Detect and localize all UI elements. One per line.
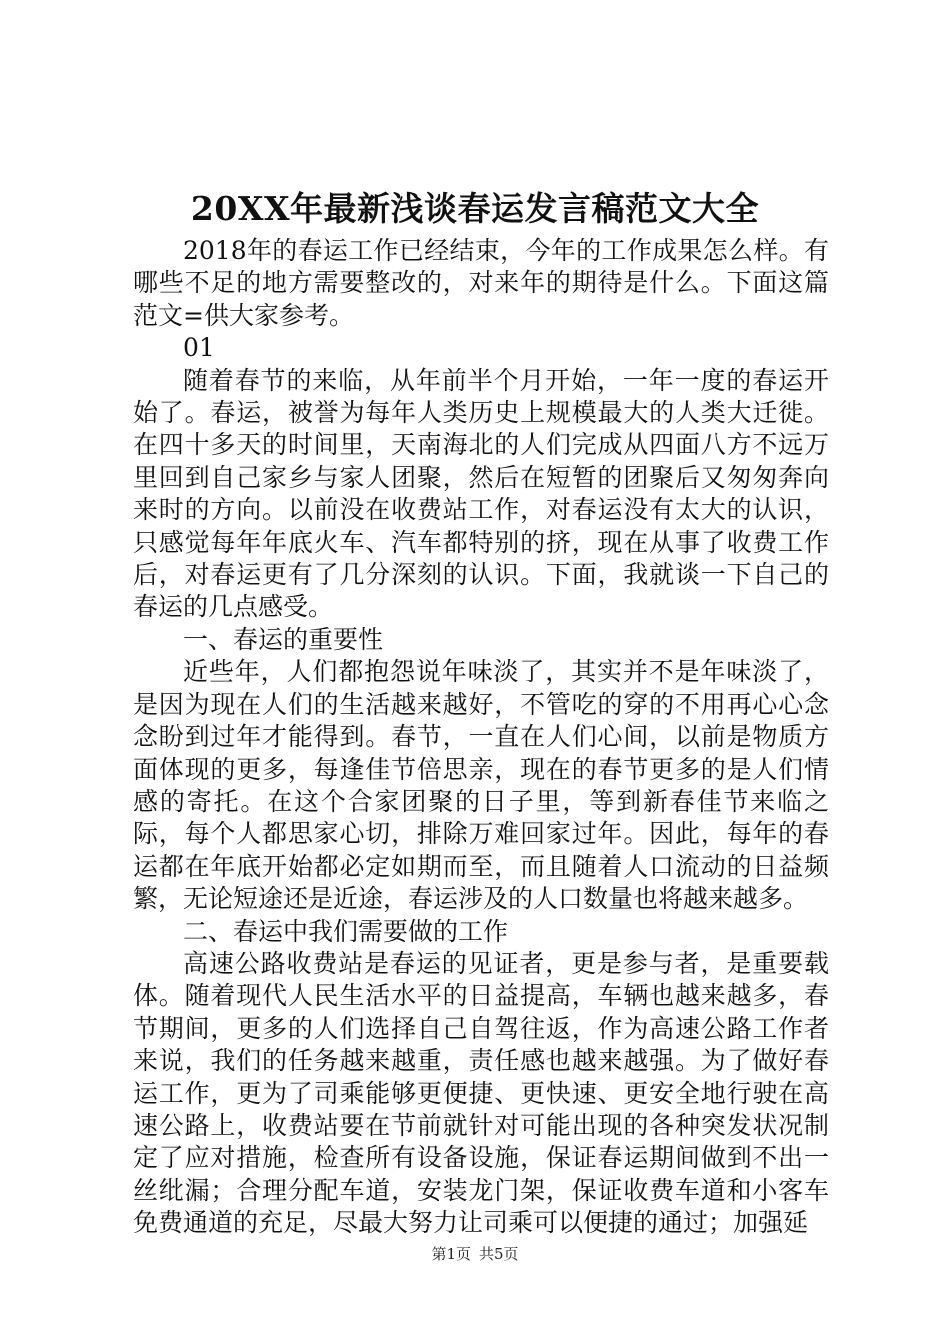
document-body: [133, 235, 829, 1240]
section-heading-importance: 一、春运的重要性: [183, 624, 384, 654]
page-footer: [0, 1242, 950, 1266]
paragraph-spring-festival: 随着春节的来临，从年前半个月开始，一年一度的春运开始了。春运，被誉为每年人类历史上规模最大的人类大迁徙。在四十多天的时间里，天南海北的人们完成从四面八方不远万里回到自己家乡与家人团聚，然后在短暂的团聚后又匆匆奔向来时的方向。以前没在收费站工作，对春运没有太大的认识，只感觉每年年底火车、汽车都特别的挤，现在从事了收费工作后，对春运更有了几分深刻的认识。下面，我就谈一下自己的春运的几点感受。: [133, 365, 829, 622]
paragraph-work: 高速公路收费站是春运的见证者，更是参与者，是重要载体。随着现代人民生活水平的日益提高，车辆也越来越多，春节期间，更多的人们选择自己自驾往返，作为高速公路工作者来说，我们的任务越来越重，责任感也越来越强。为了做好春运工作，更为了司乘能够更便捷、更快速、更安全地行驶在高速公路上，收费站要在节前就针对可能出现的各种突发状况制定了应对措施，检查所有设备设施，保证春运期间做到不出一丝纰漏；合理分配车道，安装龙门架，保证收费车道和小客车免费通道的充足，尽最大努力让司乘可以便捷的通过；加强延: [133, 948, 829, 1238]
paragraph-importance: 近些年，人们都抱怨说年味淡了，其实并不是年味淡了，是因为现在人们的生活越来越好，不管吃的穿的不用再心心念念盼到过年才能得到。春节，一直在人们心间，以前是物质方面体现的更多，每逢佳节倍思亲，现在的春节更多的是人们情感的寄托。在这个合家团聚的日子里，等到新春佳节来临之际，每个人都思家心切，排除万难回家过年。因此，每年的春运都在年底开始都必定如期而至，而且随着人口流动的日益频繁，无论短途还是近途，春运涉及的人口数量也将越来越多。: [133, 657, 829, 914]
page-total: 共5页: [479, 1245, 519, 1263]
section-heading-work: 二、春运中我们需要做的工作: [183, 916, 509, 946]
document-title: 20XX年最新浅谈春运发言稿范文大全: [190, 189, 760, 228]
page-number: 第1页: [431, 1245, 471, 1263]
paragraph-intro: 2018年的春运工作已经结束，今年的工作成果怎么样。有哪些不足的地方需要整改的，对来年的期待是什么。下面这篇范文=供大家参考。: [133, 236, 829, 330]
section-number: 01: [183, 333, 215, 363]
